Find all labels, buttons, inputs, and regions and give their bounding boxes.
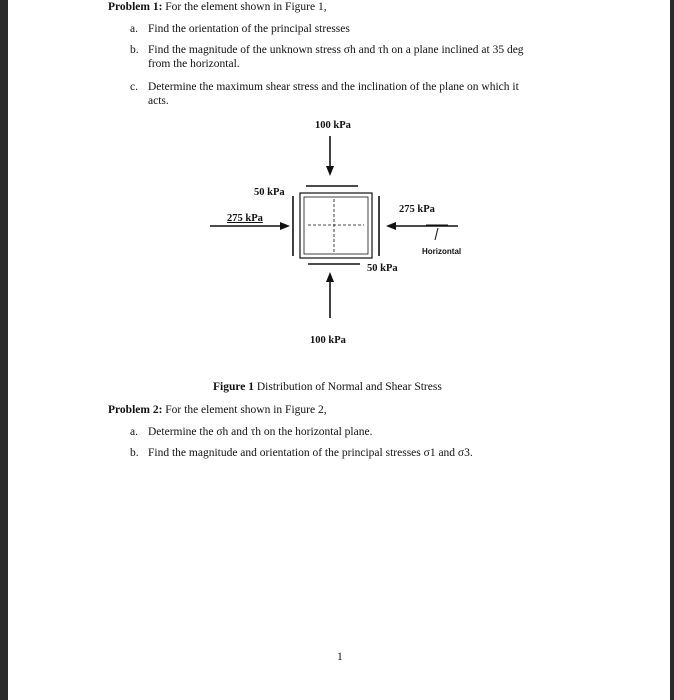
problem1-item-a: Find the orientation of the principal stresses	[148, 23, 350, 35]
problem1-item-b: Find the magnitude of the unknown stress σh and τh on a plane inclined at 35 deg	[148, 44, 524, 56]
problem2-title	[108, 403, 327, 417]
figure1-caption-prefix: Figure 1	[213, 381, 254, 393]
bottom-arrowhead	[326, 272, 334, 282]
problem1-item-a-marker: a.	[130, 23, 138, 35]
problem1-intro: For the element shown in Figure 1,	[165, 1, 327, 13]
problem2-heading: Problem 2:	[108, 404, 163, 416]
problem1-item-c-cont: acts.	[148, 95, 169, 107]
problem2-item-a-marker: a.	[130, 426, 138, 438]
figure1-caption-text: Distribution of Normal and Shear Stress	[256, 381, 442, 393]
document-page	[8, 0, 670, 700]
top-stress-label: 100 kPa	[315, 120, 351, 131]
page-number: 1	[337, 651, 343, 663]
problem1-item-c: Determine the maximum shear stress and the inclination of the plane on which it	[148, 81, 519, 93]
left-arrowhead	[280, 222, 290, 230]
right-shear-label: 50 kPa	[367, 263, 398, 274]
problem2-item-a: Determine the σh and τh on the horizontal plane.	[148, 426, 373, 438]
problem2-item-b-marker: b.	[130, 447, 139, 459]
bottom-stress-label: 100 kPa	[310, 335, 346, 346]
problem1-item-c-marker: c.	[130, 81, 138, 93]
right-normal-label: 275 kPa	[399, 204, 435, 215]
problem1-item-b-cont: from the horizontal.	[148, 58, 240, 70]
horizontal-ref-tick	[435, 228, 438, 240]
top-arrowhead	[326, 166, 334, 176]
problem2-item-b: Find the magnitude and orientation of the principal stresses σ1 and σ3.	[148, 447, 473, 459]
stress-element	[300, 193, 372, 258]
problem2-intro: For the element shown in Figure 2,	[165, 404, 327, 416]
problem1-item-b-marker: b.	[130, 44, 139, 56]
figure1-caption	[213, 380, 442, 394]
left-normal-label: 275 kPa	[227, 213, 263, 224]
stress-element-figure	[8, 0, 670, 700]
stress-element-inner	[304, 197, 368, 254]
left-shear-label: 50 kPa	[254, 187, 285, 198]
right-arrowhead	[386, 222, 396, 230]
horizontal-label: Horizontal	[422, 247, 462, 256]
problem1-heading: Problem 1:	[108, 1, 163, 13]
